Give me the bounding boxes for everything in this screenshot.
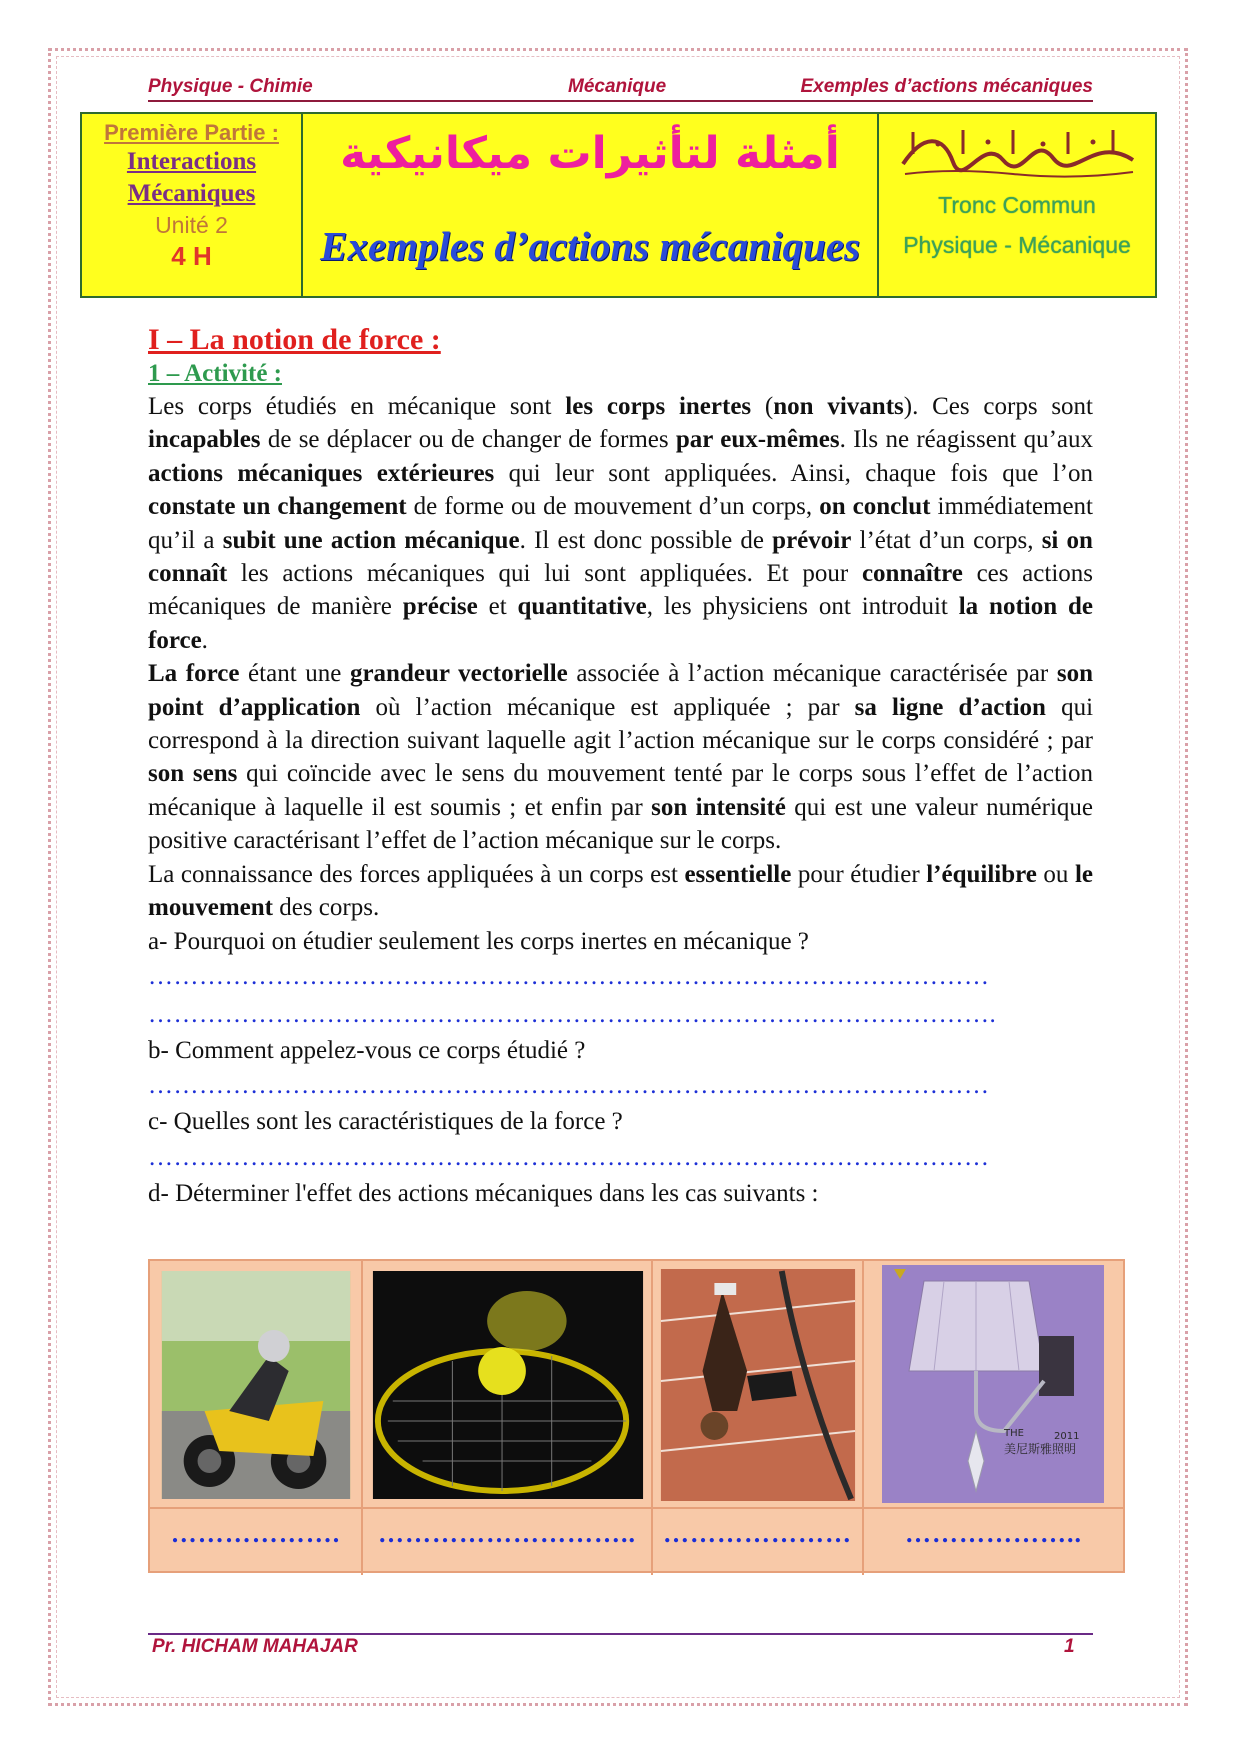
text-run: La connaissance des forces appliquées à un corps est (148, 860, 685, 888)
text-run: où l’action mécanique est appliquée ; par (360, 693, 855, 721)
activity-heading: 1 – Activité : (148, 360, 282, 387)
answer-cell-wall-lamp[interactable]: ……………….. (905, 1519, 1082, 1548)
answer-cell-tennis[interactable]: ……………………….. (363, 1509, 653, 1575)
text-run: , les physiciens ont introduit (646, 593, 959, 621)
lamp-brand-text: THE (1004, 1428, 1024, 1439)
bold-term: le mouvement (148, 860, 1094, 922)
banner-level (879, 114, 1155, 296)
answer-line-b[interactable]: ……………………………………………………………………………………… (148, 1072, 990, 1100)
answer-line-a1[interactable]: ……………………………………………………………………………………… (148, 962, 990, 990)
header-subject: Physique - Chimie (148, 76, 313, 97)
text-run: ou (1036, 860, 1075, 888)
part-subtitle-line2: Mécaniques (127, 180, 256, 207)
section-heading: I – La notion de force : (148, 323, 441, 356)
answers-row (150, 1507, 1123, 1575)
header-rule (148, 100, 1093, 102)
wall-lamp-photo (864, 1261, 1123, 1507)
text-run: Les corps étudiés en mécanique sont (148, 393, 566, 420)
bold-term: sa ligne d’action (854, 693, 1046, 721)
bold-term: si on connaît (148, 526, 1093, 588)
text-run: qui correspond à la direction suivant laquelle agit l’action mécanique sur le corps considéré ; par (148, 693, 1094, 755)
bold-term: on conclut (819, 493, 931, 521)
bold-term: grandeur vectorielle (349, 660, 568, 688)
unit-label: Unité 2 (155, 212, 228, 238)
cell-wall-lamp (864, 1261, 1123, 1507)
bold-term: son sens (148, 760, 238, 788)
examples-image-grid (148, 1259, 1125, 1573)
page-number: 1 (1064, 1636, 1075, 1657)
question-c: c- Quelles sont les caractéristiques de la force ? (148, 1108, 623, 1136)
paragraph-3 (148, 858, 1093, 925)
banner-part-info (82, 114, 303, 296)
bold-term: prévoir (772, 526, 852, 554)
text-run: qui est une valeur numérique positive caractérisant l’effet de l’action mécanique sur le corps. (148, 793, 1094, 855)
bold-term: par eux-mêmes (675, 426, 840, 454)
cell-motorcycle (150, 1261, 363, 1507)
cell-pole-vault (653, 1261, 864, 1507)
bold-term: la notion de force (148, 593, 1094, 654)
bold-term: connaître (861, 560, 963, 588)
bold-term: La force (148, 660, 240, 688)
text-run: les actions mécaniques qui lui sont appliquées. Et pour (227, 560, 862, 588)
text-run: de forme ou de mouvement d’un corps, (406, 493, 820, 521)
arabic-title: أمثلة لتأثيرات ميكانيكية (340, 128, 840, 179)
running-header (148, 76, 1093, 100)
bold-term: incapables (148, 426, 261, 454)
bold-term: précise (402, 593, 478, 621)
header-lesson: Exemples d’actions mécaniques (800, 76, 1093, 97)
text-run: et (477, 593, 518, 621)
text-run: immédiatement qu’il a (148, 493, 1094, 554)
text-run: ces actions mécaniques de manière (148, 560, 1093, 621)
main-content (148, 322, 1093, 1210)
lamp-brand-year: 2011 (1054, 1431, 1080, 1442)
cell-tennis (363, 1261, 653, 1507)
footer-rule (148, 1633, 1093, 1635)
lamp-brand-name: 美尼斯雅照明 (1004, 1442, 1077, 1456)
question-a: a- Pourquoi on étudier seulement les corps inertes en mécanique ? (148, 927, 809, 955)
pole-vault-photo (653, 1261, 862, 1507)
text-run: qui leur sont appliquées. Ainsi, chaque fois que l’on (494, 459, 1093, 487)
answer-cell-motorcycle[interactable]: ………………. (150, 1509, 363, 1575)
paragraph-1 (148, 390, 1093, 657)
question-d: d- Déterminer l'effet des actions mécaniques dans les cas suivants : (148, 1179, 819, 1207)
bold-term: actions mécaniques extérieures (148, 459, 495, 487)
answer-line-c[interactable]: ……………………………………………………………………………………… (148, 1143, 990, 1171)
text-run: associée à l’action mécanique caractérisée par (567, 660, 1057, 688)
text-run: qui coïncide avec le sens du mouvement tenté par le corps sous l’effet de l’action mécanique à laquelle il est soumis ; et enfin par (148, 760, 1093, 821)
tennis-racket-ball-photo (363, 1261, 651, 1507)
level-label: Tronc Commun (938, 192, 1096, 218)
french-title: Exemples d’actions mécaniques (320, 223, 860, 269)
text-run: . Il est donc possible de (519, 526, 773, 554)
bold-term: essentielle (684, 860, 792, 888)
banner-title (303, 114, 879, 296)
bold-term: constate un changement (148, 493, 407, 521)
bold-term: non vivants (773, 393, 904, 420)
bold-term: quantitative (517, 593, 647, 621)
bold-term: subit une action mécanique (222, 526, 520, 554)
footer-author: Pr. HICHAM MAHAJAR (152, 1636, 358, 1657)
text-run: l’état d’un corps, (851, 526, 1042, 554)
answer-cell-pole-vault[interactable]: ………………… (653, 1509, 864, 1575)
header-domain: Mécanique (568, 76, 667, 97)
subject-label: Physique - Mécanique (903, 232, 1131, 258)
basmala-calligraphy-logo (893, 124, 1143, 182)
text-run: ). Ces corps sont (903, 393, 1094, 420)
text-run: étant une (239, 660, 350, 688)
answer-line-a2[interactable]: ………………………………………………………………………………………. (148, 1000, 997, 1028)
text-run: de se déplacer ou de changer de formes (260, 426, 676, 454)
part-subtitle-line1: Interactions (126, 148, 257, 175)
motorcycle-photo (150, 1261, 361, 1507)
text-run: . Ils ne réagissent qu’aux (839, 426, 1093, 454)
hours-label: 4 H (171, 241, 212, 271)
paragraph-2 (148, 657, 1093, 857)
question-b: b- Comment appelez-vous ce corps étudié ? (148, 1036, 586, 1064)
text-run: ( (751, 393, 774, 420)
text-run: pour étudier (791, 860, 927, 888)
bold-term: l’équilibre (926, 860, 1037, 888)
title-banner (80, 112, 1157, 298)
text-run: . (201, 626, 208, 654)
part-title: Première Partie : (104, 120, 279, 145)
bold-term: les corps inertes (565, 393, 752, 420)
bold-term: son point d’application (148, 660, 1093, 721)
bold-term: son intensité (651, 793, 786, 821)
text-run: des corps. (272, 894, 380, 922)
